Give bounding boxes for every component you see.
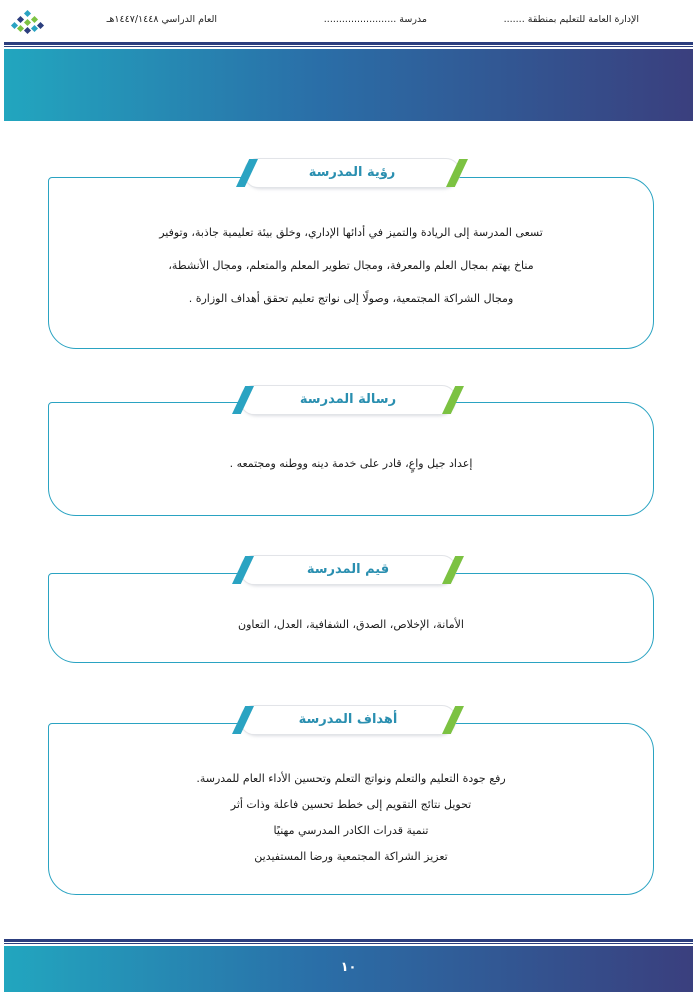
section-title: أهداف المدرسة <box>298 712 398 727</box>
vision-line: تسعى المدرسة إلى الريادة والتميز في أدائها الإداري، وخلق بيئة تعليمية جاذبة، وتوفير <box>159 226 543 239</box>
goals-title-tab <box>232 702 464 742</box>
section-title: رسالة المدرسة <box>299 392 397 407</box>
header-banner <box>4 49 693 121</box>
values-title-tab <box>232 552 464 592</box>
goal-line: تنمية قدرات الكادر المدرسي مهنيًا <box>273 824 429 837</box>
section-title: قيم المدرسة <box>306 562 390 577</box>
footer-divider <box>4 939 693 942</box>
academic-year-label: العام الدراسي ١٤٤٧/١٤٤٨هـ <box>106 14 217 25</box>
mission-line: إعداد جيل واعٍ، قادر على خدمة دينه ووطنه ومجتمعه . <box>229 457 473 470</box>
section-title: رؤية المدرسة <box>308 165 396 180</box>
school-name-label: مدرسة ........................ <box>323 14 427 25</box>
footer-divider-thin <box>4 943 693 944</box>
vision-card <box>48 177 654 349</box>
vision-line: ومجال الشراكة المجتمعية، وصولًا إلى نواتج تعليم تحقق أهداف الوزارة . <box>188 292 514 305</box>
goals-card <box>48 723 654 895</box>
goal-line: تحويل نتائج التقويم إلى خطط تحسين فاعلة وذات أثر <box>230 798 472 811</box>
header-divider-thin <box>4 46 693 47</box>
header-divider <box>4 42 693 45</box>
education-admin-label: الإدارة العامة للتعليم بمنطقة ....... <box>503 14 639 25</box>
footer-banner <box>4 946 693 992</box>
values-line: الأمانة، الإخلاص، الصدق، الشفافية، العدل، التعاون <box>238 618 464 631</box>
goal-line: رفع جودة التعليم والتعلم ونواتج التعلم وتحسين الأداء العام للمدرسة. <box>196 772 506 785</box>
goal-line: تعزيز الشراكة المجتمعية ورضا المستفيدين <box>254 850 448 863</box>
mission-title-tab <box>232 382 464 422</box>
page-header <box>0 0 697 40</box>
ministry-logo-icon <box>8 6 48 36</box>
vision-title-tab <box>236 155 468 195</box>
page-number: ١٠ <box>340 960 357 975</box>
vision-line: مناخ يهتم بمجال العلم والمعرفة، ومجال تطوير المعلم والمتعلم، ومجال الأنشطة، <box>168 259 534 272</box>
